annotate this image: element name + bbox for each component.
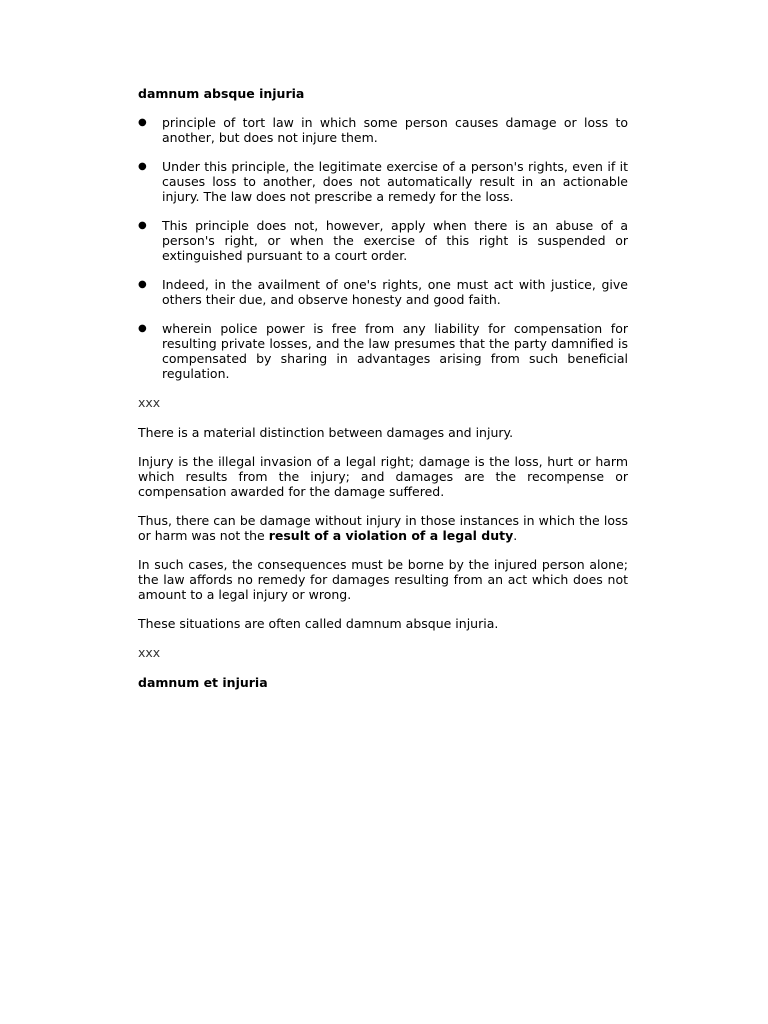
- section-separator: xxx: [138, 395, 161, 410]
- paragraph-text-end: .: [513, 528, 518, 543]
- list-item-text: Indeed, in the availment of one's rights, one must act with justice, give others their due, and observe honesty and good faith.: [162, 277, 628, 307]
- list-item-text: wherein police power is free from any liability for compensation for resulting private losses, and the law presumes that the party damnified is compensated by sharing in advantages arising from such beneficial regulation.: [162, 321, 628, 381]
- section-heading: damnum et injuria: [138, 675, 268, 690]
- principle-bullet-list: [138, 115, 628, 381]
- bullet-icon: ●: [138, 279, 147, 290]
- bullet-icon: ●: [138, 161, 147, 172]
- emphasized-text: result of a violation of a legal duty: [268, 528, 514, 543]
- distinction-paragraph: There is a material distinction between damages and injury.: [138, 425, 514, 440]
- list-item-text: Under this principle, the legitimate exercise of a person's rights, even if it causes loss to another, does not automatically result in an actionable injury. The law does not prescribe a remedy for the loss.: [162, 159, 628, 204]
- bullet-icon: ●: [138, 323, 147, 334]
- list-item: [138, 159, 628, 204]
- list-item-text: principle of tort law in which some person causes damage or loss to another, but does not injure them.: [162, 115, 628, 145]
- document-page: [138, 86, 628, 690]
- injury-definition-paragraph: Injury is the illegal invasion of a legal right; damage is the loss, hurt or harm which results from the injury; and damages are the recompense or compensation awarded for the damage suffered.: [138, 454, 628, 499]
- paragraph-text: Thus, there can be damage without injury in those instances in which the loss or harm was not the: [138, 513, 628, 543]
- bullet-icon: ●: [138, 117, 147, 128]
- list-item: [138, 115, 628, 145]
- list-item-text: This principle does not, however, apply when there is an abuse of a person's right, or when the exercise of this right is suspended or extinguished pursuant to a court order.: [162, 218, 628, 263]
- consequences-paragraph: In such cases, the consequences must be borne by the injured person alone; the law affords no remedy for damages resulting from an act which does not amount to a legal injury or wrong.: [138, 557, 628, 602]
- list-item: [138, 277, 628, 307]
- section-separator: xxx: [138, 645, 161, 660]
- list-item: [138, 321, 628, 381]
- damage-without-injury-paragraph: [138, 513, 628, 543]
- list-item: [138, 218, 628, 263]
- bullet-icon: ●: [138, 220, 147, 231]
- document-title: damnum absque injuria: [138, 86, 305, 101]
- summary-paragraph: These situations are often called damnum absque injuria.: [138, 616, 499, 631]
